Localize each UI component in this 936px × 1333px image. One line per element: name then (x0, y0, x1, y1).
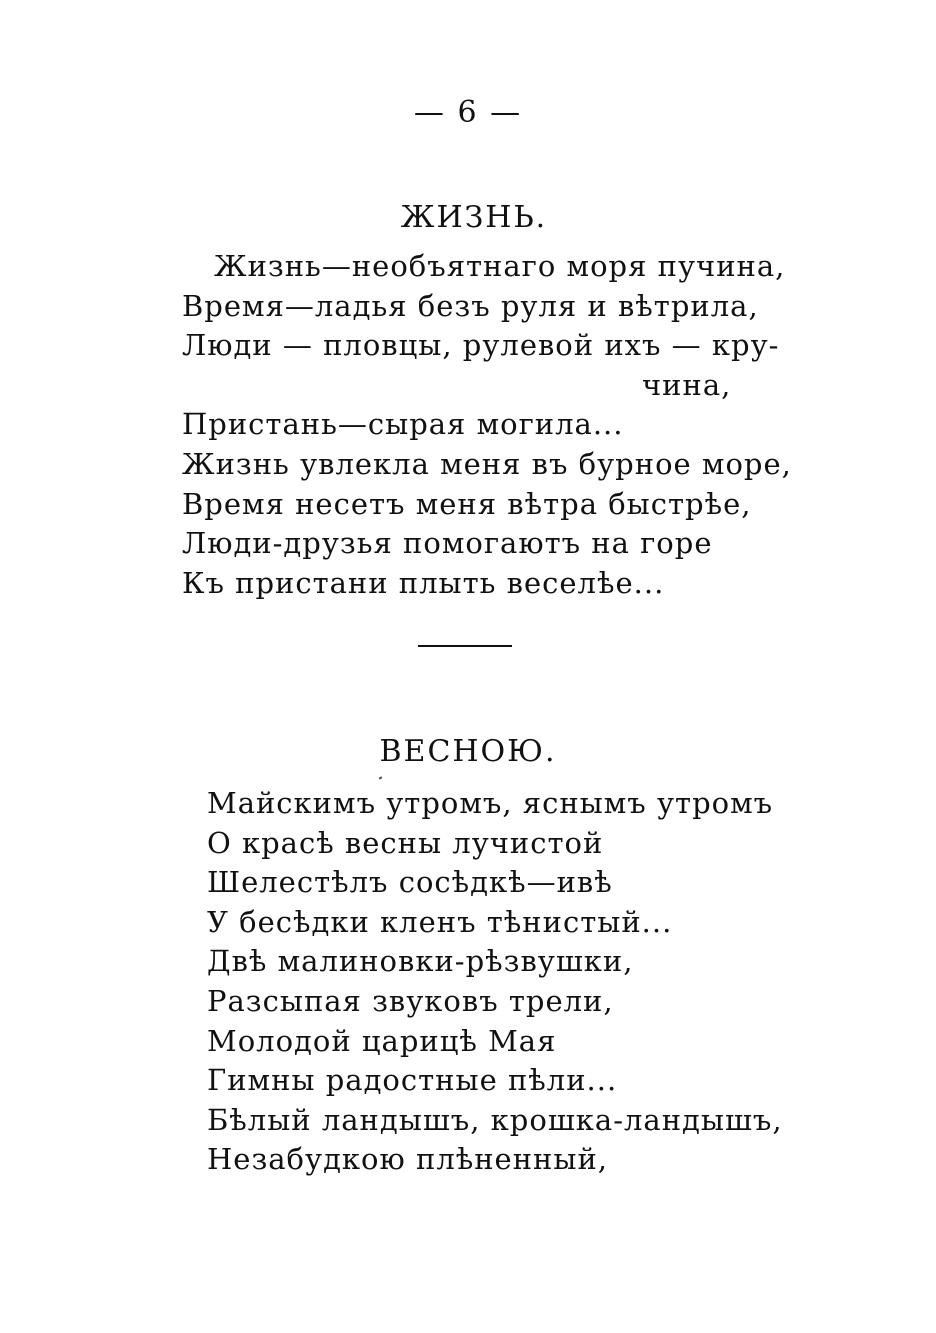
poem-title-zhizn: ЖИЗНЬ. (400, 200, 548, 235)
section-divider (418, 645, 512, 647)
poem-line: Гимны радостные пѣли... (207, 1063, 618, 1098)
poem-line: Жизнь увлекла меня въ бурное море, (182, 446, 792, 481)
poem-line: Молодой царицѣ Мая (207, 1023, 557, 1058)
poem-line: Время—ладья безъ руля и вѣтрила, (182, 288, 759, 323)
poem-line: Пристань—сырая могила... (182, 407, 624, 442)
poem-line: Незабудкою плѣненный, (207, 1142, 609, 1177)
poem-title-vesnoyu: ВЕСНОЮ. (379, 734, 557, 769)
poem-line: О красѣ весны лучистой (207, 825, 604, 860)
poem-line: Къ пристани плыть веселѣе... (182, 565, 665, 600)
poem-line: Разсыпая звуковъ трели, (207, 983, 614, 1018)
poem-line-continuation: чина, (642, 367, 732, 402)
poem-line: Жизнь—необъятнаго моря пучина, (214, 249, 786, 283)
print-speck (379, 776, 383, 779)
poem-line: Майскимъ утромъ, яснымъ утромъ (207, 786, 774, 820)
poem-line: Люди-друзья помогаютъ на горе (182, 526, 713, 561)
poem-body-zhizn (182, 247, 792, 603)
poem-line: У бесѣдки кленъ тѣнистый... (207, 904, 673, 939)
poem-line: Шелестѣлъ сосѣдкѣ—ивѣ (207, 865, 613, 900)
poem-line: Люди — пловцы, рулевой ихъ — кру- (182, 328, 780, 363)
poem-body-vesnoyu (207, 784, 783, 1180)
poem-line: Двѣ малиновки-рѣзвушки, (207, 944, 634, 979)
poem-line: Бѣлый ландышъ, крошка-ландышъ, (207, 1102, 783, 1137)
page-number: — 6 — (413, 95, 523, 130)
poem-line: Время несетъ меня вѣтра быстрѣе, (182, 486, 752, 521)
